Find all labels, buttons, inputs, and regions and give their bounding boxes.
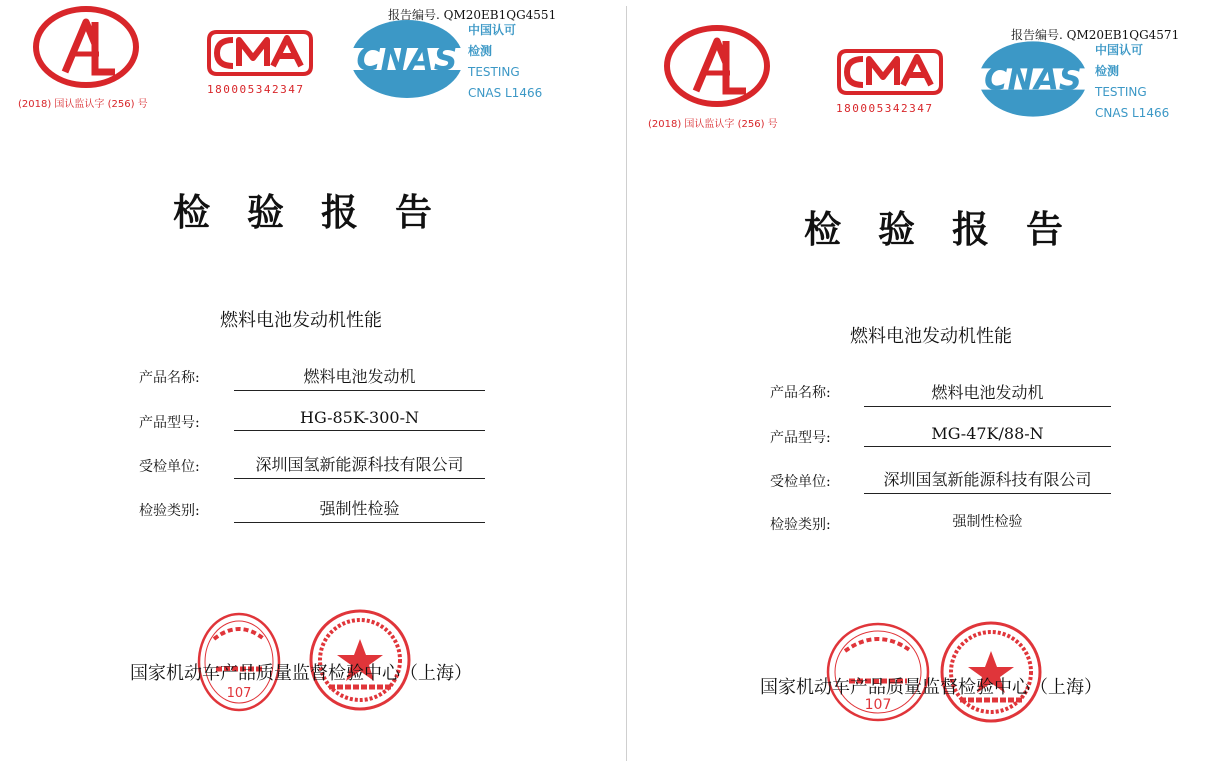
report-title	[804, 199, 1100, 253]
cnas-logo-text: CNAS	[984, 59, 1082, 98]
page-divider	[626, 6, 627, 761]
title-char: 检	[804, 207, 841, 251]
field-label-inspection-type: 检验类别:	[139, 503, 200, 519]
cnas-text	[1095, 40, 1169, 124]
issuing-organization: 国家机动车产品质量监督检验中心（上海）	[760, 677, 1102, 698]
title-char: 验	[878, 207, 915, 251]
report-number: 报告编号. QM20EB1QG4571	[1011, 28, 1180, 42]
field-label-inspection-type: 检验类别:	[770, 517, 831, 533]
field-value-inspection-type: 强制性检验	[234, 496, 485, 523]
field-value-inspection-type: 强制性检验	[952, 514, 1023, 530]
al-caption: (2018) 国认监认字 (256) 号	[648, 119, 778, 130]
al-caption: (2018) 国认监认字 (256) 号	[18, 99, 148, 110]
field-value-product-model: HG-85K-300-N	[234, 408, 485, 431]
cma-logo	[837, 45, 943, 99]
field-value-inspected-unit: 深圳国氢新能源科技有限公司	[864, 467, 1111, 494]
field-label-product-model: 产品型号:	[770, 430, 831, 446]
field-label-inspected-unit: 受检单位:	[139, 459, 200, 475]
field-value-product-name: 燃料电池发动机	[864, 380, 1111, 407]
cnas-line-3: TESTING	[1095, 85, 1147, 99]
stamp-number: 107	[864, 697, 892, 713]
cnas-logo	[977, 38, 1089, 120]
cnas-line-2: 检测	[468, 44, 493, 58]
cma-number: 180005342347	[836, 102, 934, 115]
cma-logo	[207, 26, 313, 80]
field-value-inspected-unit: 深圳国氢新能源科技有限公司	[234, 452, 485, 479]
report-subtitle: 燃料电池发动机性能	[220, 310, 382, 331]
cnas-line-2: 检测	[1095, 64, 1120, 78]
cnas-line-3: TESTING	[468, 65, 520, 79]
title-char: 报	[952, 207, 989, 251]
title-char: 检	[173, 190, 210, 234]
report-page-right	[628, 0, 1217, 767]
title-char: 验	[247, 190, 284, 234]
al-certification-logo	[664, 25, 770, 107]
cnas-line-4: CNAS L1466	[468, 86, 543, 100]
cnas-logo-text: CNAS	[356, 39, 458, 78]
field-label-product-name: 产品名称:	[139, 370, 200, 386]
cnas-line-1: 中国认可	[1095, 43, 1144, 57]
cma-number: 180005342347	[207, 83, 305, 96]
issuing-organization: 国家机动车产品质量监督检验中心（上海）	[130, 663, 472, 684]
report-title	[173, 182, 469, 236]
title-char: 告	[395, 190, 432, 234]
report-subtitle: 燃料电池发动机性能	[850, 326, 1012, 347]
stamp-number: 107	[226, 686, 252, 701]
field-label-product-model: 产品型号:	[139, 415, 200, 431]
field-value-product-model: MG-47K/88-N	[864, 424, 1111, 447]
title-char: 报	[321, 190, 358, 234]
title-char: 告	[1026, 207, 1063, 251]
field-label-product-name: 产品名称:	[770, 385, 831, 401]
cnas-logo	[349, 18, 465, 100]
field-label-inspected-unit: 受检单位:	[770, 474, 831, 490]
cnas-line-1: 中国认可	[468, 23, 517, 37]
cnas-line-4: CNAS L1466	[1095, 106, 1170, 120]
field-value-product-name: 燃料电池发动机	[234, 364, 485, 391]
cnas-text	[468, 20, 542, 104]
al-certification-logo	[33, 6, 139, 88]
report-number: 报告编号. QM20EB1QG4551	[388, 8, 557, 22]
